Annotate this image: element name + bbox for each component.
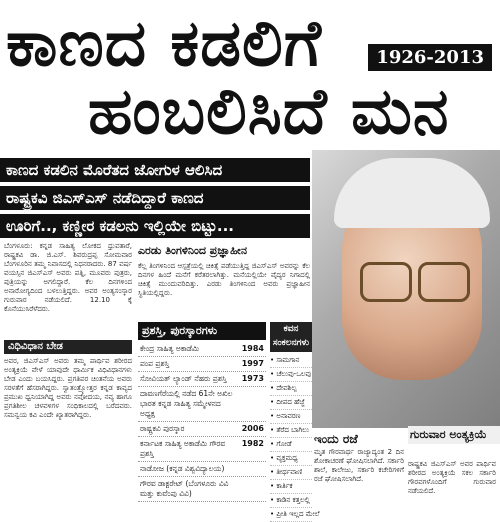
award-name: ಸೋವಿಯತ್ ಲ್ಯಾಂಡ್ ನೆಹರು ಪ್ರಶಸ್ತಿ <box>140 374 227 383</box>
award-name: ರಾಷ್ಟ್ರಕವಿ ಪುರಸ್ಕಾರ <box>140 424 185 433</box>
award-name: ದಾವಣಗೆರೆಯಲ್ಲಿ ನಡೆದ 61ನೇ ಅಖಿಲ ಭಾರತ ಕನ್ನಡ ಸಾಹಿತ್ಯ ಸಮ್ಮೇಳನದ ಅಧ್ಯಕ್ಷ <box>140 389 233 418</box>
work-item: • ಕಾಡಿನ ಕತ್ತಲಲ್ಲಿ <box>270 494 312 508</box>
award-year: 1982 <box>241 439 264 448</box>
years-badge: 1926-2013 <box>368 44 492 71</box>
holiday-heading: ಇಂದು ರಜೆ <box>314 432 358 446</box>
work-item: • ತೀರ್ಥವಾಣಿ <box>270 466 312 480</box>
work-item: • ಕಾರ್ತಿಕ <box>270 480 312 494</box>
award-item <box>138 357 266 372</box>
award-year: 2006 <box>241 424 264 433</box>
awards-title: ಪ್ರಶಸ್ತಿ, ಪುರಸ್ಕಾರಗಳು <box>138 322 266 340</box>
kicker-line-2: ರಾಷ್ಟ್ರಕವಿ ಜಿಎಸ್ಎಸ್ ನಡೆದಿದ್ದಾರೆ ಕಾಣದ <box>0 186 310 210</box>
work-item: • ಚೆಲುವು-ಒಲವು <box>270 368 312 382</box>
work-item: • ತೆರೆದ ಬಾಗಿಲು <box>270 424 312 438</box>
award-item <box>138 477 266 502</box>
work-item: • ಅನಾವರಣ <box>270 410 312 424</box>
works-title: ಕವನ ಸಂಕಲನಗಳು <box>270 322 312 352</box>
award-year: 1997 <box>241 359 264 368</box>
holiday-text: ಮೃತ ಗೌರವಾರ್ಥ ರಾಜ್ಯಾದ್ಯಂತ 2 ದಿನ ಶೋಕಾಚರಣೆ ಘೋಷಿಸಲಾಗಿದೆ. ಸರ್ಕಾರಿ ಶಾಲೆ, ಕಾಲೇಜು, ಸರ್ಕಾರಿ ಕಚೇರಿಗಳಿಗೆ ರಜೆ ಘೋಷಿಸಲಾಗಿದೆ. <box>314 448 404 483</box>
work-item: • ಗೋಡೆ <box>270 438 312 452</box>
portrait-photo <box>312 150 500 428</box>
funeral-text: ರಾಷ್ಟ್ರಕವಿ ಜಿಎಸ್ಎಸ್ ಅವರ ಪಾರ್ಥಿವ ಶರೀರದ ಅಂತ್ಯಕ್ರಿಯೆ ಸಕಲ ಸರ್ಕಾರಿ ಗೌರವಗಳೊಂದಿಗೆ ಗುರುವಾರ ನಡೆಯಲಿದೆ. <box>408 460 496 495</box>
headline-line-1: ಕಾಣದ ಕಡಲಿಗೆ <box>6 7 322 81</box>
middle-article-text: ಕೆಲ್ಲ ತಿಂಗಳಿನಿಂದ ಆಸ್ಪತ್ರೆಯಲ್ಲಿ ಚಿಕಿತ್ಸೆ ಪಡೆಯುತ್ತಿದ್ದ ಜಿಎಸ್ಎಸ್ ಅವರನ್ನು ಕೆಲ ದಿನಗಳ ಹಿಂದೆ ಮನೆಗೆ ಕರೆತರಲಾಗಿತ್ತು. ಮನೆಯಲ್ಲಿಯೇ ವೈದ್ಯರ ನಿಗಾದಲ್ಲಿ ಚಿಕಿತ್ಸೆ ಮುಂದುವರಿದಿತ್ತು. ಎರಡು ತಿಂಗಳಿನಿಂದ ಅವರು ಪ್ರಜ್ಞಾಹೀನ ಸ್ಥಿತಿಯಲ್ಲಿದ್ದರು. <box>138 262 310 297</box>
portrait-glasses <box>360 262 470 302</box>
award-name: ಪಂಪ ಪ್ರಶಸ್ತಿ <box>140 359 170 368</box>
award-year: 1973 <box>241 374 264 383</box>
awards-list <box>138 342 266 502</box>
award-name: ಕರ್ನಾಟಕ ಸಾಹಿತ್ಯ ಅಕಾಡೆಮಿ ಗೌರವ ಪ್ರಶಸ್ತಿ <box>140 439 226 458</box>
work-item: • ಪ್ರೀತಿ ಇಲ್ಲದ ಮೇಲೆ <box>270 508 312 522</box>
award-item <box>138 462 266 477</box>
award-item <box>138 372 266 387</box>
masthead <box>0 0 500 150</box>
middle-heading: ಎರಡು ತಿಂಗಳಿನಿಂದ ಪ್ರಜ್ಞಾಹೀನ <box>138 244 247 257</box>
section-title: ವಿಧಿವಿಧಾನ ಬೇಡ <box>4 340 132 354</box>
works-list <box>270 354 320 522</box>
lead-article-text: ಬೆಂಗಳೂರು: ಕನ್ನಡ ಸಾಹಿತ್ಯ ಲೋಕದ ಧ್ರುವತಾರೆ, ರಾಷ್ಟ್ರಕವಿ ಡಾ. ಜಿ.ಎಸ್. ಶಿವರುದ್ರಪ್ಪ ಸೋಮವಾರ ಬೆಂಗಳೂರಿನ ತಮ್ಮ ನಿವಾಸದಲ್ಲಿ ನಿಧನರಾದರು. 87 ವರ್ಷ ವಯಸ್ಸಿನ ಜಿಎಸ್ಎಸ್ ಅವರು ಪತ್ನಿ, ಮೂವರು ಪುತ್ರರು, ಪುತ್ರಿಯನ್ನು ಅಗಲಿದ್ದಾರೆ. ಕೆಲ ದಿನಗಳಿಂದ ಅನಾರೋಗ್ಯದಿಂದ ಬಳಲುತ್ತಿದ್ದರು. ಅವರ ಅಂತ್ಯಸಂಸ್ಕಾರ ಗುರುವಾರ ನಡೆಯಲಿದೆ. 12.10 ಕ್ಕೆ ಕೊನೆಯುಸಿರೆಳೆದರು. <box>4 242 132 313</box>
section-article-text: ಅವರ, ಜಿಎಸ್ಎಸ್ ಅವರು ತಮ್ಮ ಪಾರ್ಥಿವ ಶರೀರದ ಅಂತ್ಯಕ್ರಿಯೆ ವೇಳೆ ಯಾವುದೇ ಧಾರ್ಮಿಕ ವಿಧಿವಿಧಾನಗಳು ಬೇಡ ಎಂದು ಬಯಸಿದ್ದರು. ಪ್ರಗತಿಪರ ಚಿಂತನೆಯ ಅವರು ಸರಳತೆಗೆ ಹೆಸರಾಗಿದ್ದರು. ಸ್ವಾತಂತ್ರ್ಯೋತ್ತರ ಕನ್ನಡ ಕಾವ್ಯದ ಪ್ರಮುಖ ಧ್ವನಿಯಾಗಿದ್ದ ಅವರು ನವೋದಯ, ನವ್ಯ ಹಾಗೂ ಪ್ರಗತಿಶೀಲ ಚಳವಳಿಗಳ ಸಂಧಿಕಾಲದಲ್ಲಿ ಬರೆದವರು. ಸಮನ್ವಯ ಕವಿ ಎಂದೇ ಖ್ಯಾತರಾಗಿದ್ದರು. <box>4 357 132 419</box>
headline-line-2: ಹಂಬಲಿಸಿದೆ ಮನ <box>88 75 450 149</box>
award-name: ನಾಡೋಜ (ಕನ್ನಡ ವಿಶ್ವವಿದ್ಯಾಲಯ) <box>140 464 225 473</box>
award-name: ಕೇಂದ್ರ ಸಾಹಿತ್ಯ ಅಕಾಡೆಮಿ <box>140 344 200 353</box>
work-item: • ಸಾಮಗಾನ <box>270 354 312 368</box>
award-item <box>138 422 266 437</box>
award-item <box>138 342 266 357</box>
award-item <box>138 437 266 462</box>
award-name: ಗೌರವ ಡಾಕ್ಟರೇಟ್ (ಬೆಂಗಳೂರು ವಿವಿ ಮತ್ತು ಕುವೆಂಪು ವಿವಿ) <box>140 479 229 498</box>
kicker-line-1: ಕಾಣದ ಕಡಲಿನ ಮೊರೆತದ ಜೋಗುಳ ಆಲಿಸಿದ <box>0 158 310 182</box>
portrait-hair <box>334 158 490 228</box>
award-year: 1984 <box>241 344 264 353</box>
work-item: • ದೇವಶಿಲ್ಪ <box>270 382 312 396</box>
funeral-heading: ಗುರುವಾರ ಅಂತ್ಯಕ್ರಿಯೆ <box>408 426 500 444</box>
award-item <box>138 387 266 422</box>
work-item: • ದೀಪದ ಹೆಜ್ಜೆ <box>270 396 312 410</box>
kicker-line-3: ಊರಿಗೆ.., ಕಣ್ಣೀರ ಕಡಲನು ಇಲ್ಲಿಯೇ ಬಿಟ್ಟು... <box>0 214 310 238</box>
work-item: • ವ್ಯಕ್ತಮಧ್ಯ <box>270 452 312 466</box>
